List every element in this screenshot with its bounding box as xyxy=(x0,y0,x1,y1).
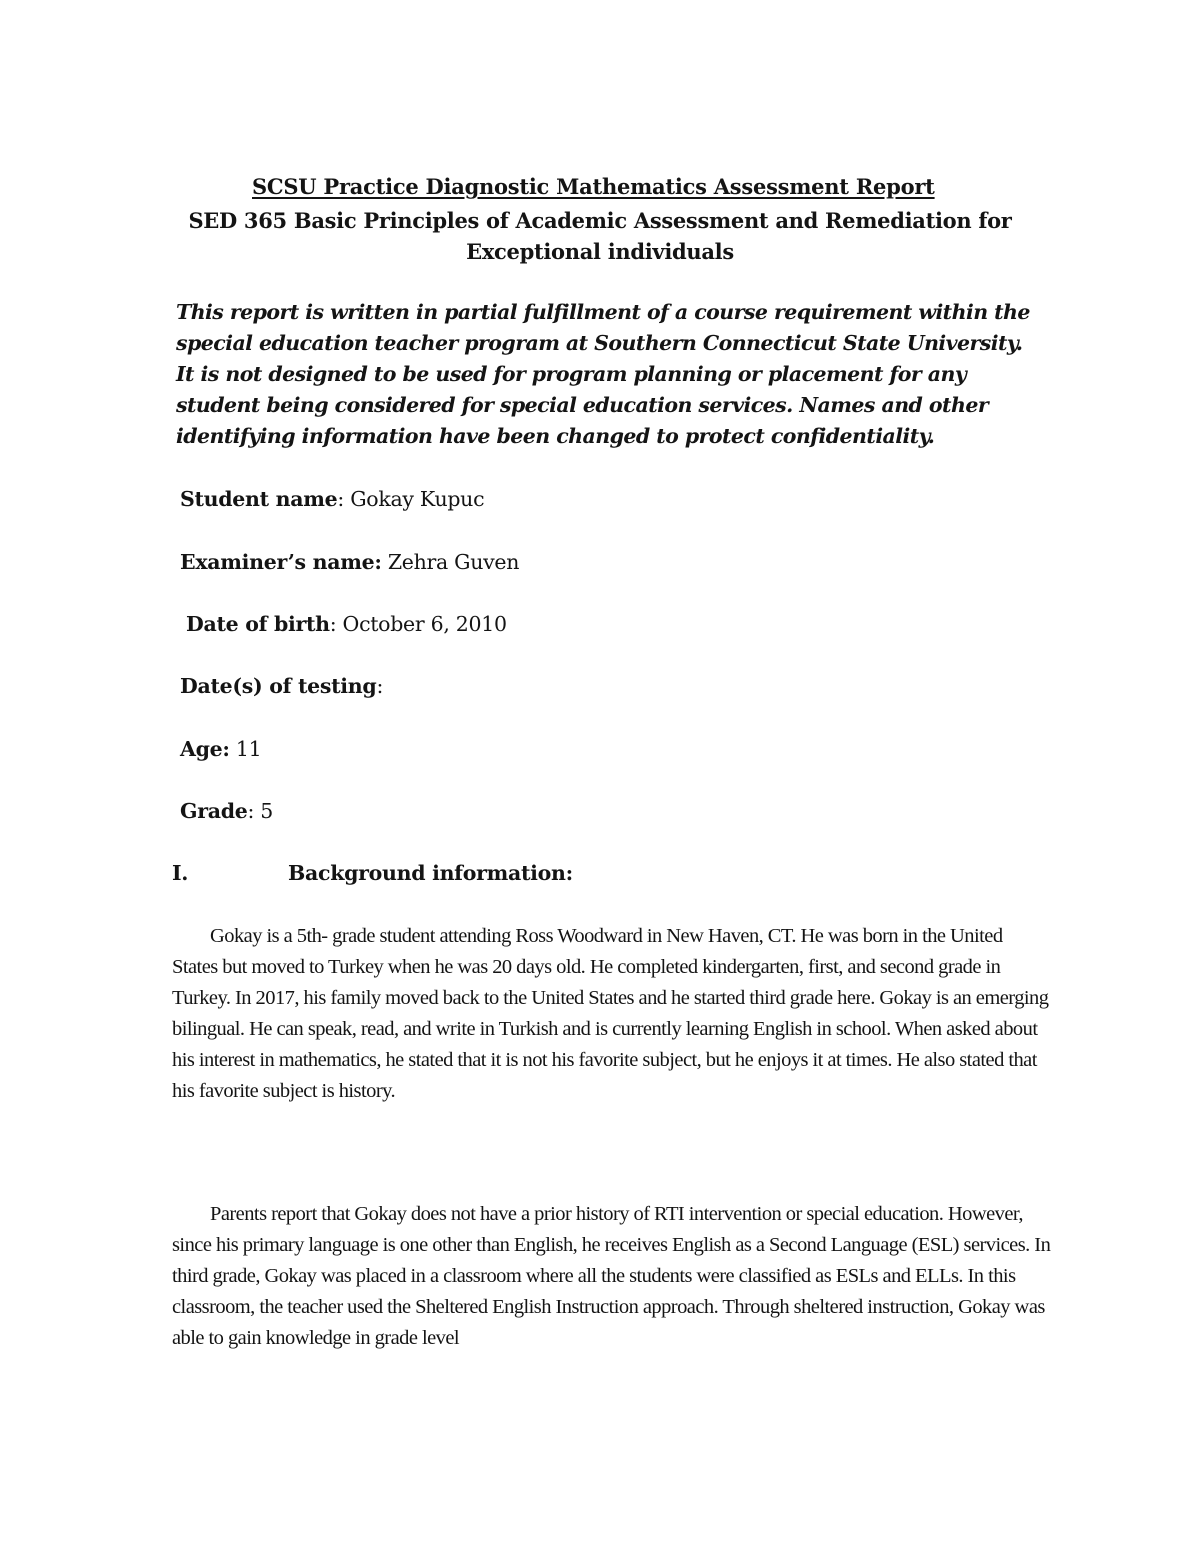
student-name-value: : Gokay Kupuc xyxy=(337,487,485,511)
testing-date-label: Date(s) of testing xyxy=(180,674,377,698)
student-name-label: Student name xyxy=(180,487,338,511)
age-label: Age: xyxy=(180,737,230,761)
grade-label: Grade xyxy=(180,799,248,823)
date-of-birth-label: Date of birth xyxy=(186,612,330,636)
section-heading-text: Background information: xyxy=(288,861,573,885)
section-number: I. xyxy=(172,861,189,885)
examiner-name-field xyxy=(180,548,519,576)
grade-field xyxy=(180,797,273,825)
student-name-field xyxy=(180,485,484,513)
section-heading xyxy=(172,859,573,887)
date-of-birth-field xyxy=(186,610,507,638)
testing-date-field xyxy=(180,672,383,700)
grade-value: : 5 xyxy=(247,799,274,823)
examiner-name-value: Zehra Guven xyxy=(381,550,520,574)
course-title: SED 365 Basic Principles of Academic Assessment and Remediation for Exceptional individuals xyxy=(188,208,1012,264)
examiner-name-label: Examiner’s name: xyxy=(180,550,382,574)
background-paragraph-1: Gokay is a 5th- grade student attending Ross Woodward in New Haven, CT. He was born in the United States but moved to Turkey when he was 20 days old. He completed kindergarten, first, and second grade in Turkey. In 2017, his family moved back to the United States and he started third grade here. Gokay is an emerging bilingual. He can speak, read, and write in Turkish and is currently learning English in school. When asked about his interest in mathematics, he stated that it is not his favorite subject, but he enjoys it at times. He also stated that his favorite subject is history. xyxy=(172,925,1049,1102)
date-of-birth-value: : October 6, 2010 xyxy=(329,612,507,636)
report-title: SCSU Practice Diagnostic Mathematics Assessment Report xyxy=(252,174,935,199)
age-value: 11 xyxy=(229,737,262,761)
disclaimer-text: This report is written in partial fulfillment of a course requirement within the special education teacher program at Southern Connecticut State University. It is not designed to be used for program planning or placement for any student being considered for special education services. Names and other identifying information have been changed to protect confidentiality. xyxy=(176,300,1030,448)
age-field xyxy=(180,735,261,763)
background-paragraph-2: Parents report that Gokay does not have a prior history of RTI intervention or special education. However, since his primary language is one other than English, he receives English as a Second Language (ESL) services. In third grade, Gokay was placed in a classroom where all the students were classified as ESLs and ELLs. In this classroom, the teacher used the Sheltered English Instruction approach. Through sheltered instruction, Gokay was able to gain knowledge in grade level xyxy=(172,1203,1051,1349)
testing-date-value: : xyxy=(376,674,384,698)
